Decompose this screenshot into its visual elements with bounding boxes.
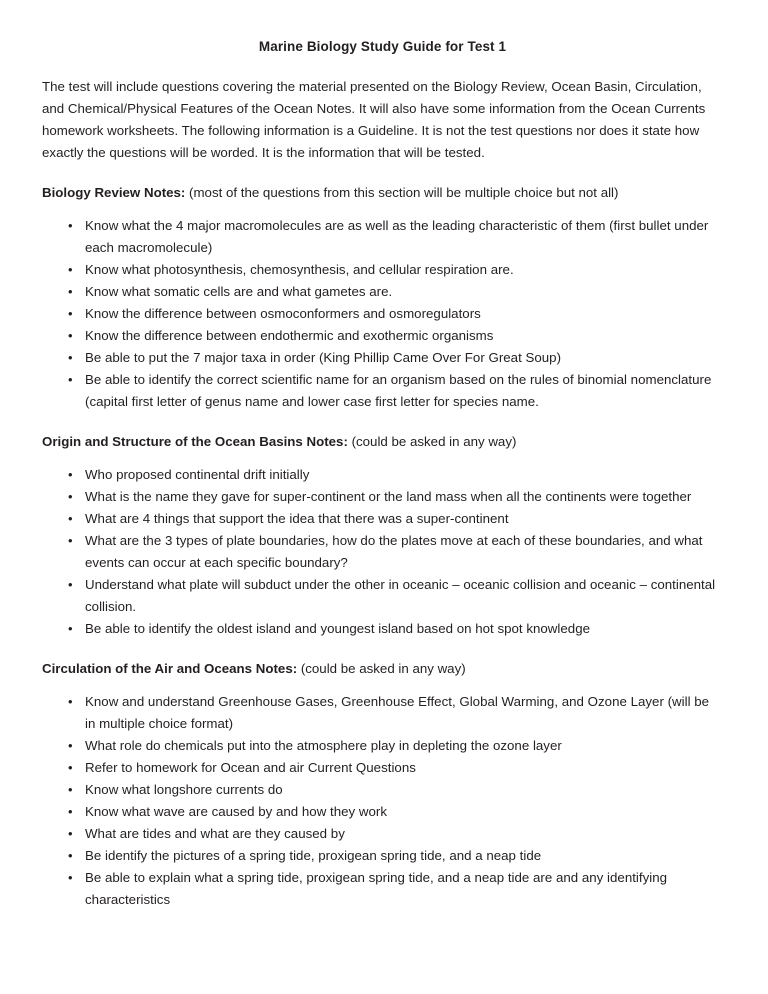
list-item: • What are the 3 types of plate boundaries, how do the plates move at each of these boundaries, and what events can occur at each specific boundary?	[42, 530, 723, 574]
list-item: • Know and understand Greenhouse Gases, Greenhouse Effect, Global Warming, and Ozone Layer (will be in multiple choice format)	[42, 691, 723, 735]
section-heading	[42, 182, 723, 204]
section-heading-label: Circulation of the Air and Oceans Notes:	[42, 661, 298, 676]
section-air-ocean-circulation	[42, 658, 723, 911]
list-item: • Who proposed continental drift initially	[42, 464, 723, 486]
bullet-list	[42, 215, 723, 413]
list-item: • What are tides and what are they caused by	[42, 823, 723, 845]
list-item: • Be able to put the 7 major taxa in order (King Phillip Came Over For Great Soup)	[42, 347, 723, 369]
list-item: • Know what the 4 major macromolecules are as well as the leading characteristic of them (first bullet under each macromolecule)	[42, 215, 723, 259]
list-item: • Be identify the pictures of a spring tide, proxigean spring tide, and a neap tide	[42, 845, 723, 867]
list-item: • Know what somatic cells are and what gametes are.	[42, 281, 723, 303]
intro-paragraph: The test will include questions covering the material presented on the Biology Review, Ocean Basin, Circulation, and Chemical/Physical Features of the Ocean Notes. It will also have some information from the Ocean Currents homework worksheets. The following information is a Guideline. It is not the test questions nor does it state how exactly the questions will be worded. It is the information that will be tested.	[42, 79, 706, 160]
list-item: • Know the difference between osmoconformers and osmoregulators	[42, 303, 723, 325]
section-heading	[42, 431, 723, 453]
list-item: • Understand what plate will subduct under the other in oceanic – oceanic collision and oceanic – continental collision.	[42, 574, 723, 618]
page-title: Marine Biology Study Guide for Test 1	[258, 39, 507, 54]
section-heading-note: (could be asked in any way)	[347, 434, 517, 449]
list-item: • Be able to identify the correct scientific name for an organism based on the rules of binomial nomenclature (capital first letter of genus name and lower case first letter for species name.	[42, 369, 723, 413]
section-heading-label: Origin and Structure of the Ocean Basins Notes:	[42, 434, 348, 449]
list-item: • Be able to identify the oldest island and youngest island based on hot spot knowledge	[42, 618, 723, 640]
list-item: • Know what wave are caused by and how they work	[42, 801, 723, 823]
section-heading-note: (most of the questions from this section will be multiple choice but not all)	[185, 185, 619, 200]
list-item: • Know what longshore currents do	[42, 779, 723, 801]
section-biology-review	[42, 182, 723, 413]
list-item: • What role do chemicals put into the atmosphere play in depleting the ozone layer	[42, 735, 723, 757]
bullet-list	[42, 691, 723, 911]
section-heading-label: Biology Review Notes:	[42, 185, 186, 200]
list-item: • Be able to explain what a spring tide, proxigean spring tide, and a neap tide are and any identifying characteristics	[42, 867, 723, 911]
list-item: • What is the name they gave for super-continent or the land mass when all the continents were together	[42, 486, 723, 508]
list-item: • Know what photosynthesis, chemosynthesis, and cellular respiration are.	[42, 259, 723, 281]
section-ocean-basins	[42, 431, 723, 640]
section-heading	[42, 658, 723, 680]
bullet-list	[42, 464, 723, 640]
list-item: • What are 4 things that support the idea that there was a super-continent	[42, 508, 723, 530]
list-item: • Refer to homework for Ocean and air Current Questions	[42, 757, 723, 779]
section-heading-note: (could be asked in any way)	[297, 661, 466, 676]
list-item: • Know the difference between endothermic and exothermic organisms	[42, 325, 723, 347]
